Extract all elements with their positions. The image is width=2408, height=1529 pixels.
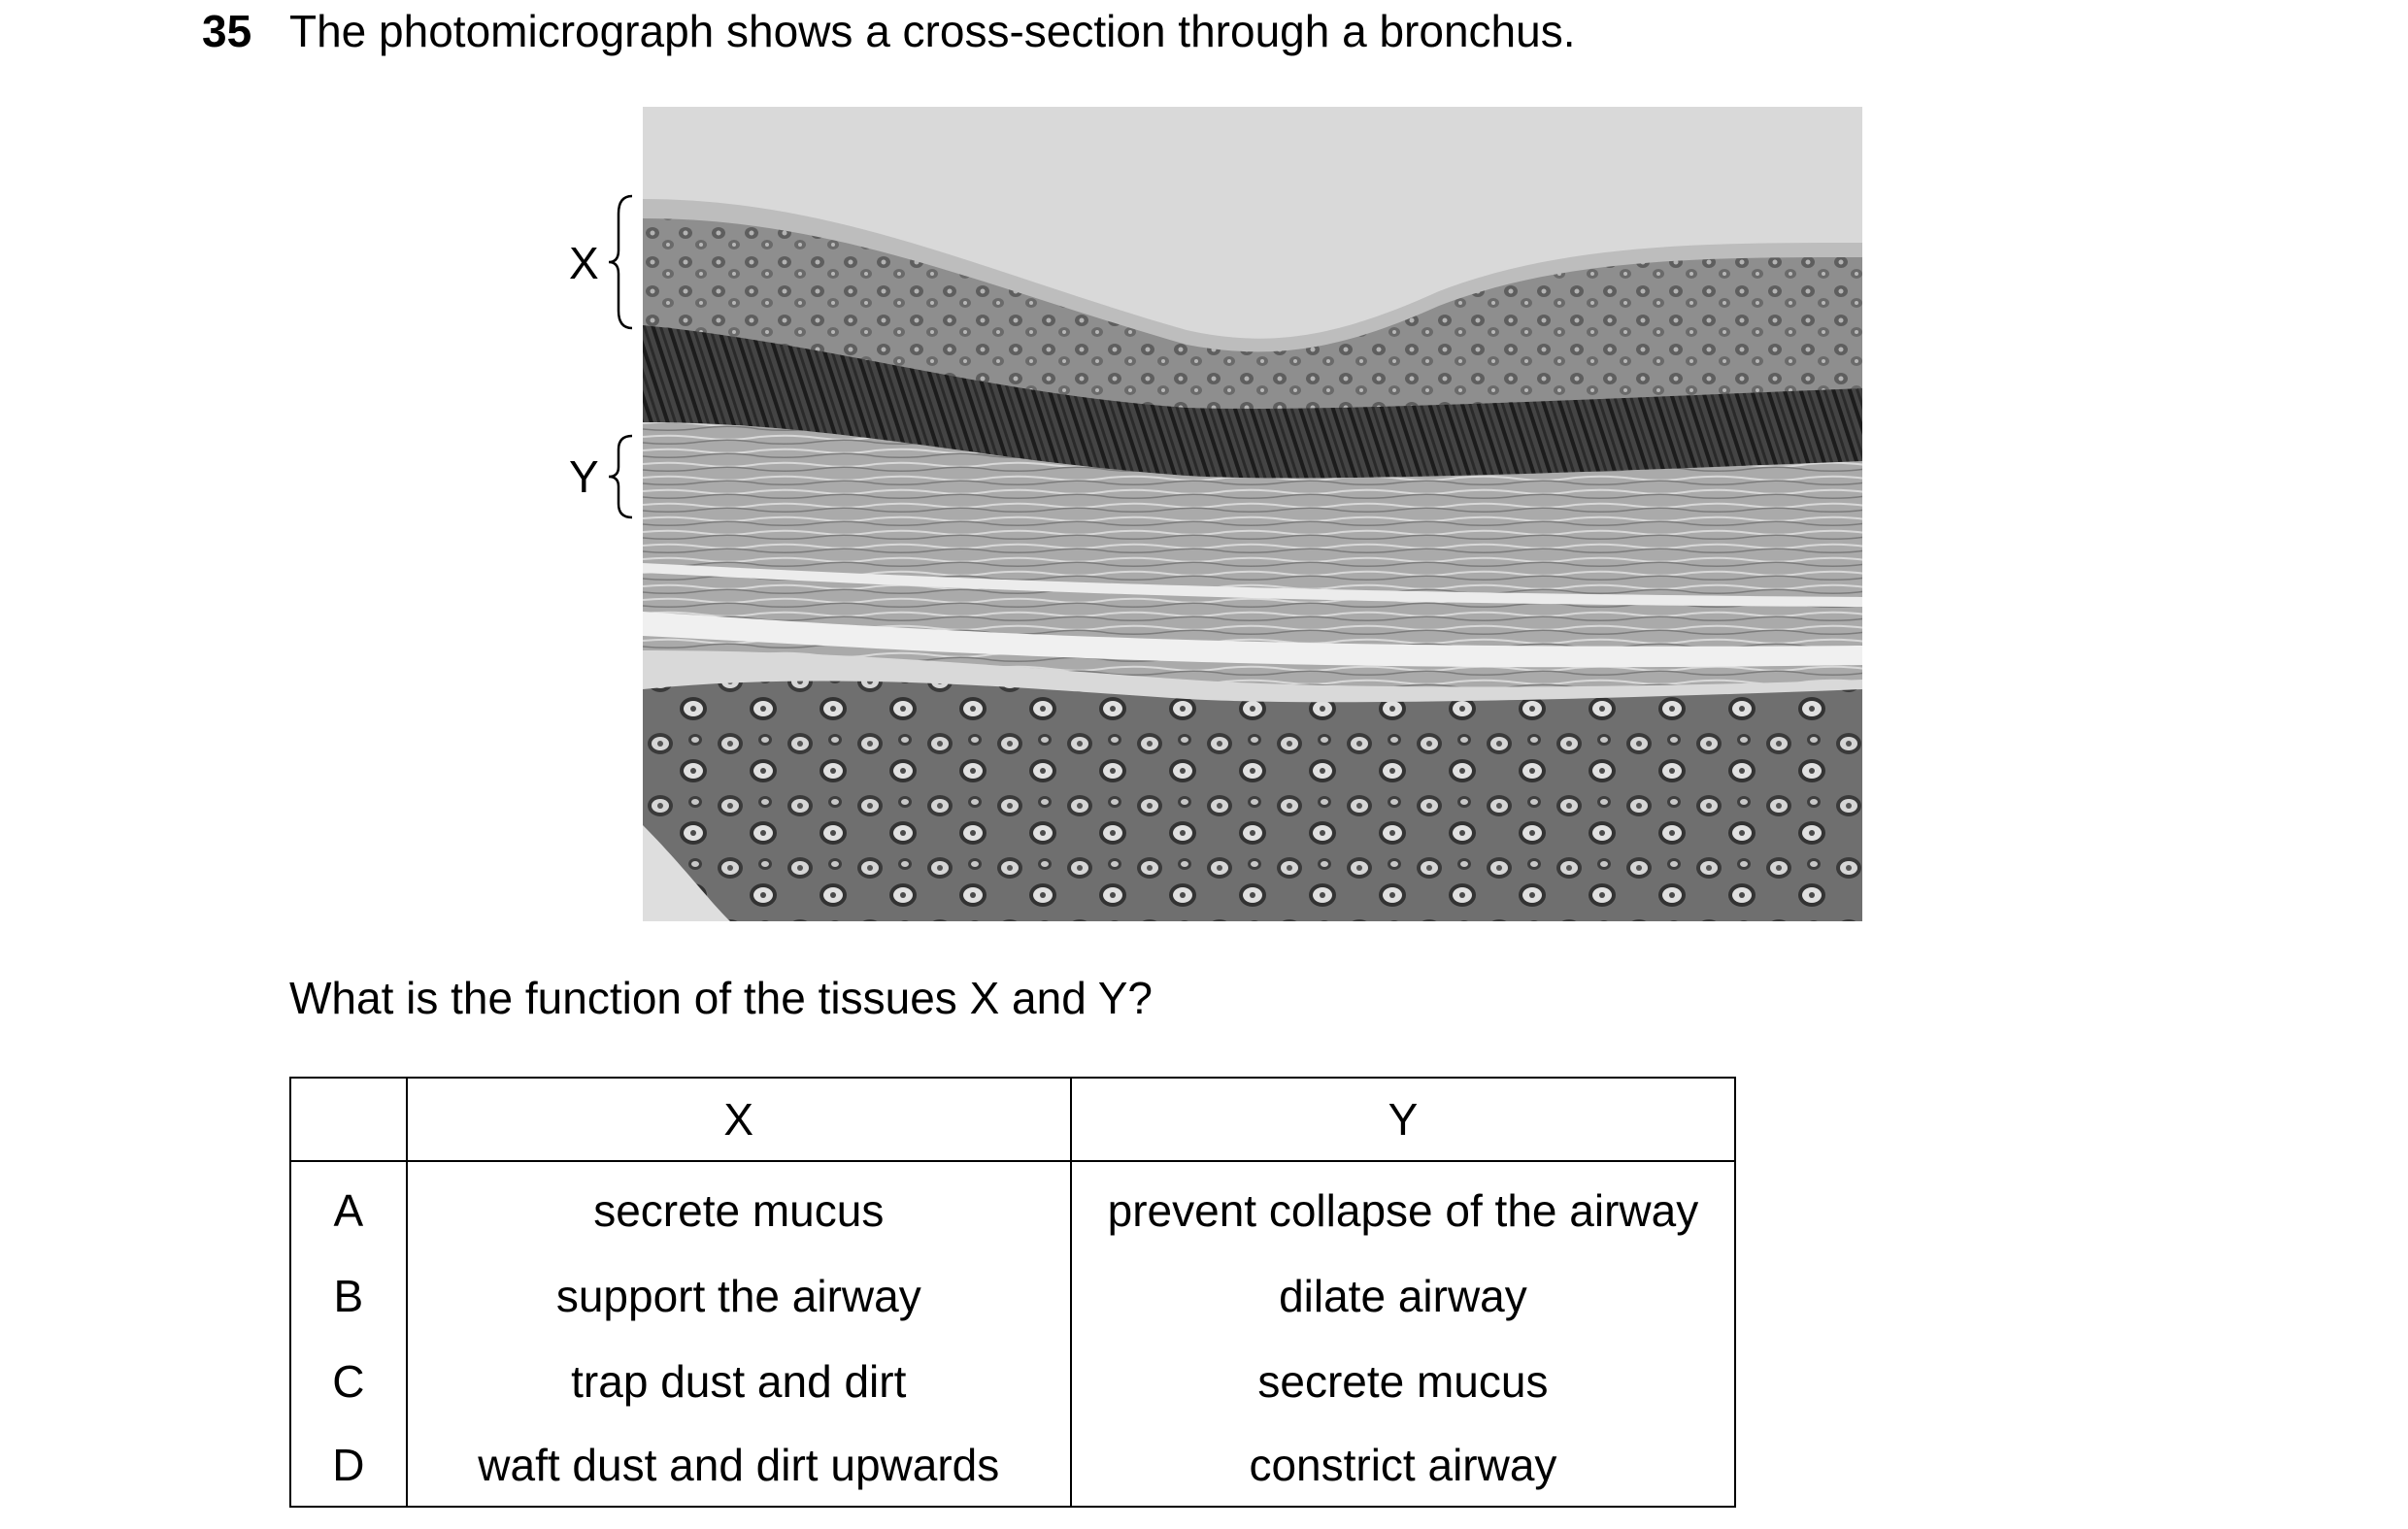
option-x: secrete mucus bbox=[407, 1161, 1071, 1253]
option-y: secrete mucus bbox=[1071, 1339, 1735, 1424]
bracket-y bbox=[607, 434, 636, 519]
option-letter: D bbox=[290, 1424, 407, 1507]
table-header-row bbox=[290, 1078, 1735, 1161]
header-y: Y bbox=[1071, 1078, 1735, 1161]
option-y: constrict airway bbox=[1071, 1424, 1735, 1507]
option-letter: B bbox=[290, 1253, 407, 1339]
header-blank bbox=[290, 1078, 407, 1161]
option-letter: C bbox=[290, 1339, 407, 1424]
option-y: dilate airway bbox=[1071, 1253, 1735, 1339]
option-x: support the airway bbox=[407, 1253, 1071, 1339]
option-row-d[interactable] bbox=[290, 1424, 1735, 1507]
label-x: X bbox=[569, 238, 599, 288]
header-x: X bbox=[407, 1078, 1071, 1161]
options-table bbox=[289, 1077, 1736, 1508]
option-x: trap dust and dirt bbox=[407, 1339, 1071, 1424]
option-row-b[interactable] bbox=[290, 1253, 1735, 1339]
bracket-x bbox=[607, 194, 636, 330]
option-row-c[interactable] bbox=[290, 1339, 1735, 1424]
option-letter: A bbox=[290, 1161, 407, 1253]
label-y: Y bbox=[569, 451, 599, 502]
question-number: 35 bbox=[202, 6, 252, 56]
bronchus-photomicrograph bbox=[643, 107, 1862, 921]
question-stem: The photomicrograph shows a cross-section through a bronchus. bbox=[289, 6, 1576, 56]
option-y: prevent collapse of the airway bbox=[1071, 1161, 1735, 1253]
option-row-a[interactable] bbox=[290, 1161, 1735, 1253]
question-prompt: What is the function of the tissues X and Y? bbox=[289, 973, 1154, 1023]
option-x: waft dust and dirt upwards bbox=[407, 1424, 1071, 1507]
